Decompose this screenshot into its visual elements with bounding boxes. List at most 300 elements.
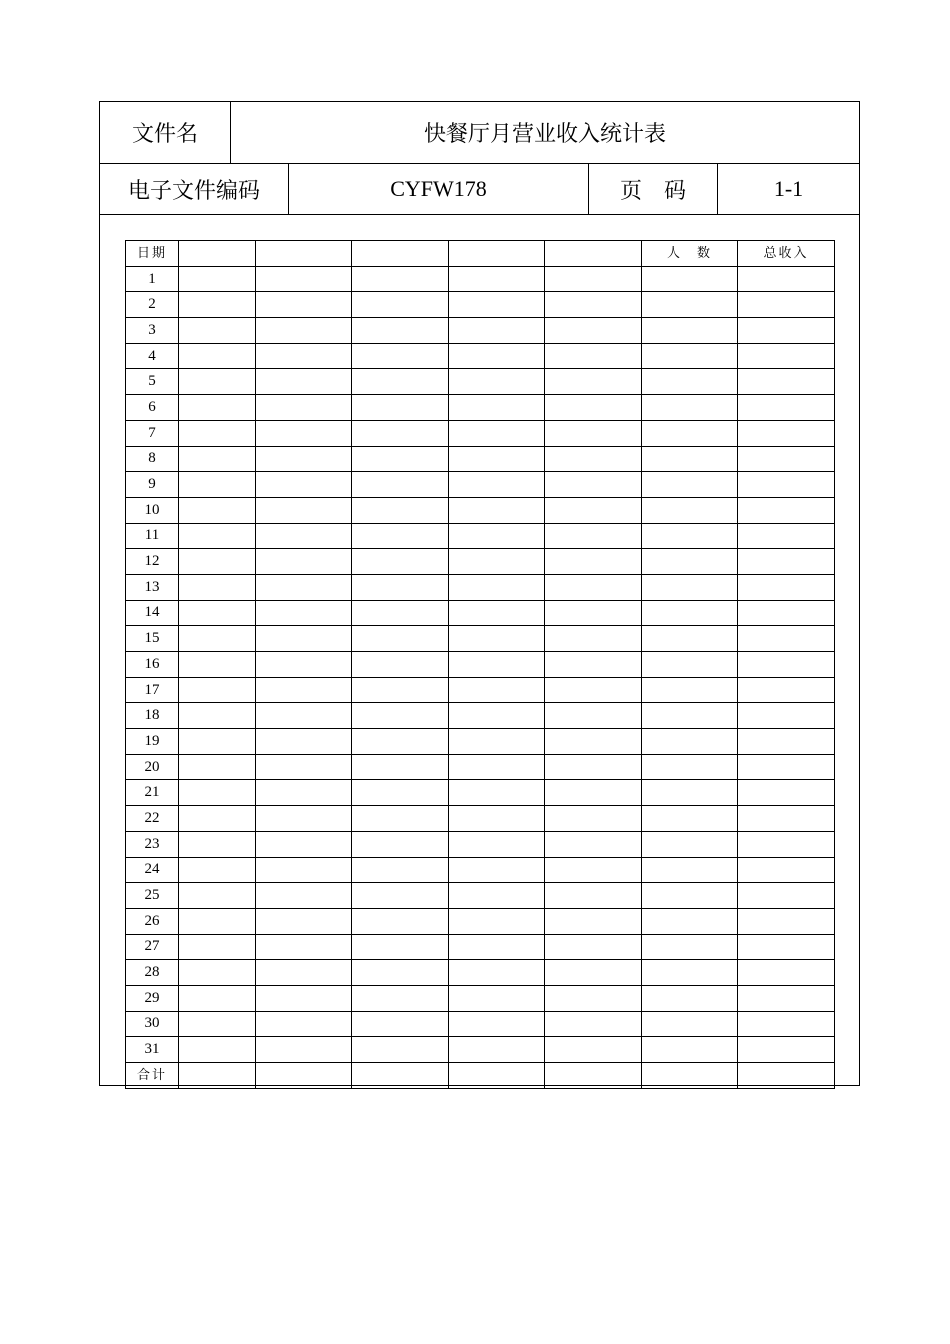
table-cell xyxy=(352,497,449,523)
table-cell xyxy=(545,446,642,472)
table-cell xyxy=(179,1063,256,1089)
table-cell xyxy=(642,960,738,986)
table-cell xyxy=(545,960,642,986)
table-cell xyxy=(449,960,545,986)
row-day-label: 8 xyxy=(126,446,179,472)
table-cell xyxy=(738,883,835,909)
table-row xyxy=(126,780,835,806)
table-cell xyxy=(352,574,449,600)
table-cell xyxy=(256,472,352,498)
table-cell xyxy=(256,729,352,755)
table-cell xyxy=(179,677,256,703)
table-cell xyxy=(179,729,256,755)
table-row xyxy=(126,1037,835,1063)
table-cell xyxy=(545,806,642,832)
table-cell xyxy=(449,806,545,832)
table-cell xyxy=(642,1037,738,1063)
table-cell xyxy=(179,985,256,1011)
row-day-label: 16 xyxy=(126,652,179,678)
table-cell xyxy=(352,703,449,729)
table-cell xyxy=(545,266,642,292)
table-cell xyxy=(738,523,835,549)
table-cell xyxy=(449,626,545,652)
table-cell xyxy=(179,266,256,292)
table-cell xyxy=(738,985,835,1011)
table-cell xyxy=(449,729,545,755)
table-row xyxy=(126,626,835,652)
table-cell xyxy=(352,985,449,1011)
table-cell xyxy=(179,574,256,600)
document-frame xyxy=(99,101,860,1086)
table-cell xyxy=(449,883,545,909)
table-row xyxy=(126,677,835,703)
row-day-label: 24 xyxy=(126,857,179,883)
header-row-code xyxy=(100,164,859,215)
table-cell xyxy=(352,472,449,498)
table-cell xyxy=(256,1063,352,1089)
table-cell xyxy=(545,472,642,498)
row-day-label: 4 xyxy=(126,343,179,369)
table-cell xyxy=(256,703,352,729)
table-cell xyxy=(738,497,835,523)
row-day-label: 18 xyxy=(126,703,179,729)
table-cell xyxy=(642,831,738,857)
table-cell xyxy=(449,1063,545,1089)
table-cell xyxy=(352,652,449,678)
header-row-title xyxy=(100,102,859,164)
row-day-label: 26 xyxy=(126,908,179,934)
table-cell xyxy=(545,523,642,549)
table-cell xyxy=(256,652,352,678)
table-cell xyxy=(738,754,835,780)
file-name-label: 文件名 xyxy=(100,102,231,163)
row-day-label: 7 xyxy=(126,420,179,446)
table-cell xyxy=(449,652,545,678)
table-cell xyxy=(449,703,545,729)
table-cell xyxy=(545,395,642,421)
table-cell xyxy=(352,523,449,549)
table-row xyxy=(126,934,835,960)
table-cell xyxy=(545,574,642,600)
table-cell xyxy=(256,831,352,857)
table-cell xyxy=(738,574,835,600)
table-cell xyxy=(352,1037,449,1063)
table-cell xyxy=(449,446,545,472)
table-cell xyxy=(738,1037,835,1063)
table-cell xyxy=(449,908,545,934)
table-cell xyxy=(642,754,738,780)
table-cell xyxy=(738,703,835,729)
table-cell xyxy=(642,395,738,421)
column-header xyxy=(449,241,545,267)
table-row xyxy=(126,600,835,626)
table-cell xyxy=(179,472,256,498)
table-row xyxy=(126,574,835,600)
table-total-row xyxy=(126,1063,835,1089)
table-cell xyxy=(449,857,545,883)
column-header xyxy=(256,241,352,267)
table-row xyxy=(126,497,835,523)
table-cell xyxy=(449,831,545,857)
row-day-label: 5 xyxy=(126,369,179,395)
table-cell xyxy=(545,831,642,857)
table-cell xyxy=(642,908,738,934)
table-cell xyxy=(642,703,738,729)
table-cell xyxy=(256,549,352,575)
column-header: 人 数 xyxy=(642,241,738,267)
table-cell xyxy=(449,318,545,344)
table-row xyxy=(126,472,835,498)
table-cell xyxy=(256,857,352,883)
table-cell xyxy=(545,652,642,678)
table-cell xyxy=(738,960,835,986)
table-cell xyxy=(642,857,738,883)
row-day-label: 1 xyxy=(126,266,179,292)
table-cell xyxy=(352,292,449,318)
column-header: 日期 xyxy=(126,241,179,267)
monthly-revenue-table xyxy=(125,240,835,1089)
table-row xyxy=(126,883,835,909)
table-cell xyxy=(642,266,738,292)
table-cell xyxy=(449,497,545,523)
table-cell xyxy=(738,600,835,626)
table-cell xyxy=(352,395,449,421)
table-cell xyxy=(179,652,256,678)
table-cell xyxy=(352,1063,449,1089)
table-cell xyxy=(256,780,352,806)
table-cell xyxy=(738,472,835,498)
table-cell xyxy=(352,883,449,909)
table-cell xyxy=(642,780,738,806)
total-label: 合计 xyxy=(126,1063,179,1089)
table-cell xyxy=(179,446,256,472)
table-cell xyxy=(738,1063,835,1089)
table-cell xyxy=(738,857,835,883)
table-cell xyxy=(352,934,449,960)
table-cell xyxy=(449,420,545,446)
table-cell xyxy=(642,472,738,498)
table-cell xyxy=(545,420,642,446)
row-day-label: 19 xyxy=(126,729,179,755)
code-value: CYFW178 xyxy=(289,164,589,214)
table-cell xyxy=(256,985,352,1011)
table-cell xyxy=(738,420,835,446)
table-cell xyxy=(179,497,256,523)
table-cell xyxy=(352,600,449,626)
table-cell xyxy=(449,292,545,318)
table-cell xyxy=(642,369,738,395)
table-cell xyxy=(256,266,352,292)
table-cell xyxy=(256,497,352,523)
table-cell xyxy=(545,908,642,934)
table-cell xyxy=(545,549,642,575)
table-cell xyxy=(738,908,835,934)
table-cell xyxy=(642,446,738,472)
table-cell xyxy=(256,883,352,909)
table-row xyxy=(126,395,835,421)
table-cell xyxy=(449,677,545,703)
table-cell xyxy=(449,266,545,292)
table-cell xyxy=(352,831,449,857)
table-cell xyxy=(179,369,256,395)
row-day-label: 23 xyxy=(126,831,179,857)
table-cell xyxy=(545,318,642,344)
table-cell xyxy=(449,472,545,498)
table-cell xyxy=(352,780,449,806)
table-cell xyxy=(256,318,352,344)
table-cell xyxy=(179,420,256,446)
table-cell xyxy=(352,754,449,780)
table-cell xyxy=(545,626,642,652)
row-day-label: 9 xyxy=(126,472,179,498)
table-cell xyxy=(545,883,642,909)
table-cell xyxy=(545,1011,642,1037)
table-cell xyxy=(179,626,256,652)
table-cell xyxy=(449,369,545,395)
table-cell xyxy=(449,574,545,600)
table-cell xyxy=(256,369,352,395)
table-cell xyxy=(449,754,545,780)
table-cell xyxy=(352,266,449,292)
table-cell xyxy=(545,985,642,1011)
row-day-label: 28 xyxy=(126,960,179,986)
table-cell xyxy=(256,446,352,472)
table-cell xyxy=(642,318,738,344)
table-cell xyxy=(738,369,835,395)
table-cell xyxy=(256,626,352,652)
table-cell xyxy=(545,934,642,960)
table-cell xyxy=(179,1011,256,1037)
table-cell xyxy=(352,1011,449,1037)
table-cell xyxy=(738,652,835,678)
table-cell xyxy=(642,1063,738,1089)
page-value: 1-1 xyxy=(773,176,804,201)
table-cell xyxy=(449,549,545,575)
table-cell xyxy=(179,318,256,344)
table-cell xyxy=(179,600,256,626)
table-cell xyxy=(179,831,256,857)
table-cell xyxy=(642,677,738,703)
table-cell xyxy=(449,934,545,960)
table-cell xyxy=(256,292,352,318)
table-cell xyxy=(642,420,738,446)
column-header xyxy=(545,241,642,267)
file-name-value: 快餐厅月营业收入统计表 xyxy=(423,122,666,147)
table-cell xyxy=(352,626,449,652)
table-cell xyxy=(738,626,835,652)
row-day-label: 27 xyxy=(126,934,179,960)
row-day-label: 25 xyxy=(126,883,179,909)
row-day-label: 12 xyxy=(126,549,179,575)
table-cell xyxy=(642,985,738,1011)
table-row xyxy=(126,369,835,395)
table-cell xyxy=(642,1011,738,1037)
table-cell xyxy=(179,934,256,960)
table-row xyxy=(126,754,835,780)
table-cell xyxy=(179,343,256,369)
table-cell xyxy=(738,395,835,421)
table-cell xyxy=(256,754,352,780)
row-day-label: 13 xyxy=(126,574,179,600)
table-cell xyxy=(179,960,256,986)
table-cell xyxy=(738,318,835,344)
table-cell xyxy=(352,806,449,832)
table-row xyxy=(126,960,835,986)
table-row xyxy=(126,1011,835,1037)
table-cell xyxy=(256,343,352,369)
table-cell xyxy=(352,549,449,575)
table-row xyxy=(126,857,835,883)
column-header xyxy=(179,241,256,267)
table-row xyxy=(126,729,835,755)
table-cell xyxy=(738,729,835,755)
row-day-label: 15 xyxy=(126,626,179,652)
table-row xyxy=(126,908,835,934)
table-row xyxy=(126,703,835,729)
table-cell xyxy=(256,395,352,421)
table-cell xyxy=(738,831,835,857)
code-label: 电子文件编码 xyxy=(100,164,289,214)
table-cell xyxy=(256,600,352,626)
table-cell xyxy=(256,806,352,832)
table-row xyxy=(126,292,835,318)
table-row xyxy=(126,549,835,575)
row-day-label: 31 xyxy=(126,1037,179,1063)
table-cell xyxy=(352,729,449,755)
table-cell xyxy=(545,343,642,369)
table-cell xyxy=(179,292,256,318)
row-day-label: 10 xyxy=(126,497,179,523)
table-cell xyxy=(738,780,835,806)
table-cell xyxy=(256,934,352,960)
table-cell xyxy=(179,703,256,729)
table-cell xyxy=(642,626,738,652)
table-cell xyxy=(545,857,642,883)
row-day-label: 6 xyxy=(126,395,179,421)
table-cell xyxy=(545,754,642,780)
table-cell xyxy=(642,523,738,549)
table-cell xyxy=(449,343,545,369)
table-row xyxy=(126,446,835,472)
table-cell xyxy=(545,292,642,318)
table-cell xyxy=(179,780,256,806)
table-cell xyxy=(256,420,352,446)
table-row xyxy=(126,266,835,292)
row-day-label: 14 xyxy=(126,600,179,626)
table-cell xyxy=(449,1037,545,1063)
table-cell xyxy=(642,549,738,575)
table-header-row xyxy=(126,241,835,267)
row-day-label: 21 xyxy=(126,780,179,806)
table-cell xyxy=(738,549,835,575)
table-cell xyxy=(449,780,545,806)
table-cell xyxy=(738,343,835,369)
table-cell xyxy=(179,883,256,909)
table-cell xyxy=(642,574,738,600)
row-day-label: 20 xyxy=(126,754,179,780)
table-cell xyxy=(179,908,256,934)
table-cell xyxy=(738,1011,835,1037)
table-cell xyxy=(256,1037,352,1063)
table-cell xyxy=(738,677,835,703)
table-cell xyxy=(642,600,738,626)
table-cell xyxy=(545,1037,642,1063)
row-day-label: 3 xyxy=(126,318,179,344)
table-cell xyxy=(545,703,642,729)
table-cell xyxy=(545,369,642,395)
table-cell xyxy=(642,292,738,318)
table-cell xyxy=(256,908,352,934)
table-cell xyxy=(179,754,256,780)
table-cell xyxy=(449,985,545,1011)
table-cell xyxy=(179,806,256,832)
row-day-label: 11 xyxy=(126,523,179,549)
table-cell xyxy=(352,857,449,883)
row-day-label: 22 xyxy=(126,806,179,832)
table-cell xyxy=(179,549,256,575)
table-cell xyxy=(642,343,738,369)
table-row xyxy=(126,985,835,1011)
table-cell xyxy=(545,600,642,626)
table-cell xyxy=(256,574,352,600)
table-cell xyxy=(256,1011,352,1037)
table-cell xyxy=(352,960,449,986)
table-cell xyxy=(256,960,352,986)
table-cell xyxy=(545,677,642,703)
table-cell xyxy=(738,934,835,960)
table-cell xyxy=(545,1063,642,1089)
column-header: 总收入 xyxy=(738,241,835,267)
table-cell xyxy=(352,446,449,472)
table-cell xyxy=(179,1037,256,1063)
table-row xyxy=(126,318,835,344)
table-cell xyxy=(352,677,449,703)
table-cell xyxy=(642,497,738,523)
row-day-label: 30 xyxy=(126,1011,179,1037)
row-day-label: 2 xyxy=(126,292,179,318)
table-cell xyxy=(738,292,835,318)
table-cell xyxy=(545,497,642,523)
table-cell xyxy=(352,369,449,395)
table-cell xyxy=(179,857,256,883)
table-row xyxy=(126,420,835,446)
page-label: 页 码 xyxy=(589,164,718,214)
table-cell xyxy=(642,806,738,832)
table-cell xyxy=(449,523,545,549)
table-cell xyxy=(256,523,352,549)
table-cell xyxy=(738,266,835,292)
row-day-label: 29 xyxy=(126,985,179,1011)
table-cell xyxy=(352,908,449,934)
table-row xyxy=(126,343,835,369)
table-cell xyxy=(642,729,738,755)
table-cell xyxy=(642,652,738,678)
table-cell xyxy=(545,729,642,755)
table-cell xyxy=(449,1011,545,1037)
table-row xyxy=(126,831,835,857)
table-cell xyxy=(642,934,738,960)
column-header xyxy=(352,241,449,267)
table-cell xyxy=(179,523,256,549)
table-row xyxy=(126,806,835,832)
table-cell xyxy=(179,395,256,421)
row-day-label: 17 xyxy=(126,677,179,703)
table-cell xyxy=(642,883,738,909)
table-row xyxy=(126,652,835,678)
table-row xyxy=(126,523,835,549)
table-cell xyxy=(256,677,352,703)
table-cell xyxy=(738,446,835,472)
